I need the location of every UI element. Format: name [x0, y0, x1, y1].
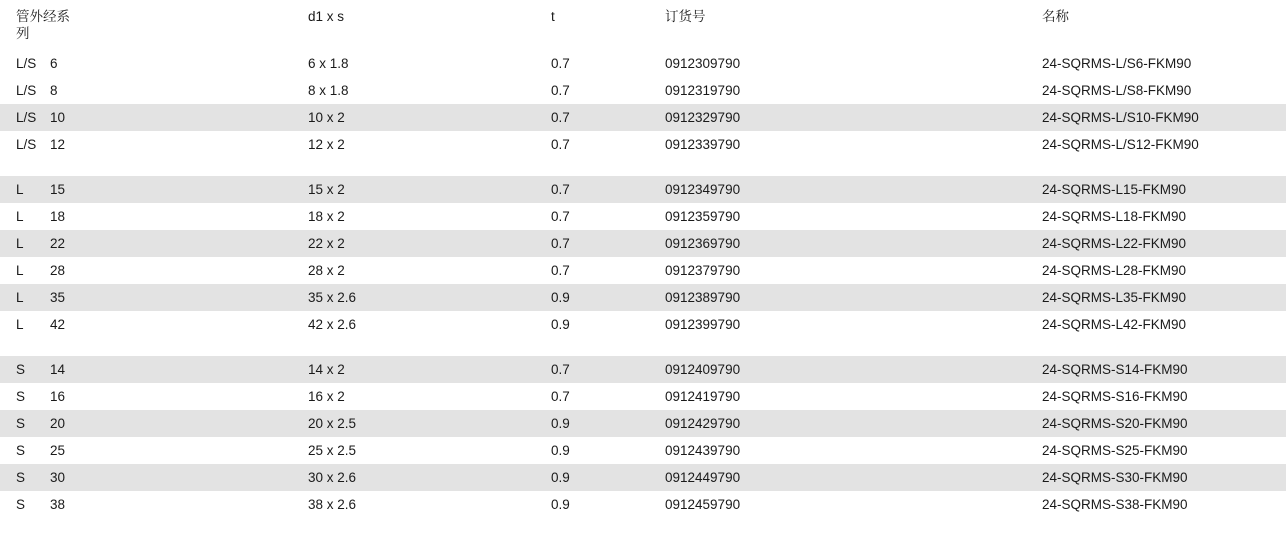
cell-series: L: [0, 257, 50, 284]
cell-size: 42: [50, 311, 308, 338]
cell-t: 0.9: [551, 491, 665, 518]
column-header-series-line1: 管外经系: [16, 9, 70, 24]
cell-t: 0.7: [551, 104, 665, 131]
cell-t: 0.7: [551, 257, 665, 284]
cell-d1xs: 20 x 2.5: [308, 410, 551, 437]
cell-order-no: 0912309790: [665, 50, 1042, 77]
cell-size: 18: [50, 203, 308, 230]
cell-order-no: 0912339790: [665, 131, 1042, 158]
cell-d1xs: 12 x 2: [308, 131, 551, 158]
cell-d1xs: 30 x 2.6: [308, 464, 551, 491]
cell-name: 24-SQRMS-S38-FKM90: [1042, 491, 1286, 518]
cell-name: 24-SQRMS-L35-FKM90: [1042, 284, 1286, 311]
cell-name: 24-SQRMS-S25-FKM90: [1042, 437, 1286, 464]
cell-order-no: 0912329790: [665, 104, 1042, 131]
cell-t: 0.9: [551, 410, 665, 437]
cell-t: 0.9: [551, 284, 665, 311]
cell-size: 8: [50, 77, 308, 104]
cell-d1xs: 16 x 2: [308, 383, 551, 410]
cell-size: 15: [50, 176, 308, 203]
cell-order-no: 0912359790: [665, 203, 1042, 230]
table-row[interactable]: [0, 464, 1286, 491]
cell-order-no: 0912419790: [665, 383, 1042, 410]
cell-name: 24-SQRMS-L18-FKM90: [1042, 203, 1286, 230]
cell-d1xs: 14 x 2: [308, 356, 551, 383]
table-row[interactable]: [0, 257, 1286, 284]
spacer-cell: [0, 158, 1286, 176]
cell-series: S: [0, 356, 50, 383]
table-row[interactable]: [0, 176, 1286, 203]
cell-name: 24-SQRMS-S20-FKM90: [1042, 410, 1286, 437]
cell-t: 0.7: [551, 230, 665, 257]
cell-d1xs: 18 x 2: [308, 203, 551, 230]
cell-size: 25: [50, 437, 308, 464]
table-row-spacer: [0, 158, 1286, 176]
cell-size: 28: [50, 257, 308, 284]
table-row[interactable]: [0, 203, 1286, 230]
table-row[interactable]: [0, 383, 1286, 410]
header-row: [0, 0, 1286, 50]
column-header-order-no: 订货号: [665, 9, 706, 24]
table-row[interactable]: [0, 77, 1286, 104]
cell-series: L: [0, 176, 50, 203]
table-row[interactable]: [0, 491, 1286, 518]
cell-t: 0.9: [551, 464, 665, 491]
cell-name: 24-SQRMS-L/S10-FKM90: [1042, 104, 1286, 131]
cell-series: S: [0, 464, 50, 491]
table-row[interactable]: [0, 410, 1286, 437]
table-row[interactable]: [0, 50, 1286, 77]
table-row[interactable]: [0, 131, 1286, 158]
cell-order-no: 0912409790: [665, 356, 1042, 383]
cell-series: S: [0, 383, 50, 410]
table-row[interactable]: [0, 230, 1286, 257]
cell-size: 10: [50, 104, 308, 131]
cell-name: 24-SQRMS-S30-FKM90: [1042, 464, 1286, 491]
cell-series: S: [0, 491, 50, 518]
cell-t: 0.7: [551, 356, 665, 383]
column-header-series: [0, 0, 308, 50]
cell-t: 0.7: [551, 131, 665, 158]
table-row-spacer: [0, 338, 1286, 356]
cell-name: 24-SQRMS-L/S6-FKM90: [1042, 50, 1286, 77]
cell-series: L/S: [0, 131, 50, 158]
cell-series: S: [0, 410, 50, 437]
table-row[interactable]: [0, 104, 1286, 131]
cell-d1xs: 8 x 1.8: [308, 77, 551, 104]
table-header: [0, 0, 1286, 50]
cell-series: S: [0, 437, 50, 464]
cell-order-no: 0912449790: [665, 464, 1042, 491]
cell-order-no: 0912439790: [665, 437, 1042, 464]
cell-t: 0.9: [551, 437, 665, 464]
cell-order-no: 0912379790: [665, 257, 1042, 284]
cell-d1xs: 35 x 2.6: [308, 284, 551, 311]
cell-size: 12: [50, 131, 308, 158]
cell-order-no: 0912429790: [665, 410, 1042, 437]
cell-size: 20: [50, 410, 308, 437]
table-row[interactable]: [0, 311, 1286, 338]
cell-size: 22: [50, 230, 308, 257]
cell-d1xs: 25 x 2.5: [308, 437, 551, 464]
cell-name: 24-SQRMS-L22-FKM90: [1042, 230, 1286, 257]
cell-series: L/S: [0, 77, 50, 104]
column-header-name: 名称: [1042, 9, 1069, 24]
cell-series: L/S: [0, 104, 50, 131]
cell-t: 0.7: [551, 77, 665, 104]
cell-name: 24-SQRMS-L42-FKM90: [1042, 311, 1286, 338]
table-row[interactable]: [0, 356, 1286, 383]
column-header-series-line2: 列: [16, 26, 30, 41]
cell-name: 24-SQRMS-S14-FKM90: [1042, 356, 1286, 383]
cell-d1xs: 38 x 2.6: [308, 491, 551, 518]
cell-order-no: 0912349790: [665, 176, 1042, 203]
cell-t: 0.7: [551, 203, 665, 230]
cell-name: 24-SQRMS-L15-FKM90: [1042, 176, 1286, 203]
cell-series: L: [0, 203, 50, 230]
cell-series: L: [0, 230, 50, 257]
cell-name: 24-SQRMS-S16-FKM90: [1042, 383, 1286, 410]
cell-t: 0.9: [551, 311, 665, 338]
cell-d1xs: 6 x 1.8: [308, 50, 551, 77]
cell-order-no: 0912369790: [665, 230, 1042, 257]
cell-name: 24-SQRMS-L28-FKM90: [1042, 257, 1286, 284]
cell-size: 14: [50, 356, 308, 383]
spacer-cell: [0, 338, 1286, 356]
table-row[interactable]: [0, 437, 1286, 464]
cell-d1xs: 28 x 2: [308, 257, 551, 284]
column-header-d1xs: d1 x s: [308, 9, 345, 24]
table-body: [0, 50, 1286, 518]
cell-series: L/S: [0, 50, 50, 77]
cell-size: 16: [50, 383, 308, 410]
cell-name: 24-SQRMS-L/S12-FKM90: [1042, 131, 1286, 158]
cell-d1xs: 15 x 2: [308, 176, 551, 203]
table-row[interactable]: [0, 284, 1286, 311]
cell-order-no: 0912389790: [665, 284, 1042, 311]
cell-order-no: 0912399790: [665, 311, 1042, 338]
cell-size: 30: [50, 464, 308, 491]
cell-d1xs: 10 x 2: [308, 104, 551, 131]
cell-series: L: [0, 284, 50, 311]
cell-t: 0.7: [551, 176, 665, 203]
column-header-t: t: [551, 9, 555, 24]
cell-d1xs: 22 x 2: [308, 230, 551, 257]
cell-d1xs: 42 x 2.6: [308, 311, 551, 338]
cell-t: 0.7: [551, 50, 665, 77]
cell-order-no: 0912319790: [665, 77, 1042, 104]
cell-size: 6: [50, 50, 308, 77]
cell-size: 38: [50, 491, 308, 518]
cell-order-no: 0912459790: [665, 491, 1042, 518]
cell-series: L: [0, 311, 50, 338]
cell-name: 24-SQRMS-L/S8-FKM90: [1042, 77, 1286, 104]
cell-t: 0.7: [551, 383, 665, 410]
cell-size: 35: [50, 284, 308, 311]
